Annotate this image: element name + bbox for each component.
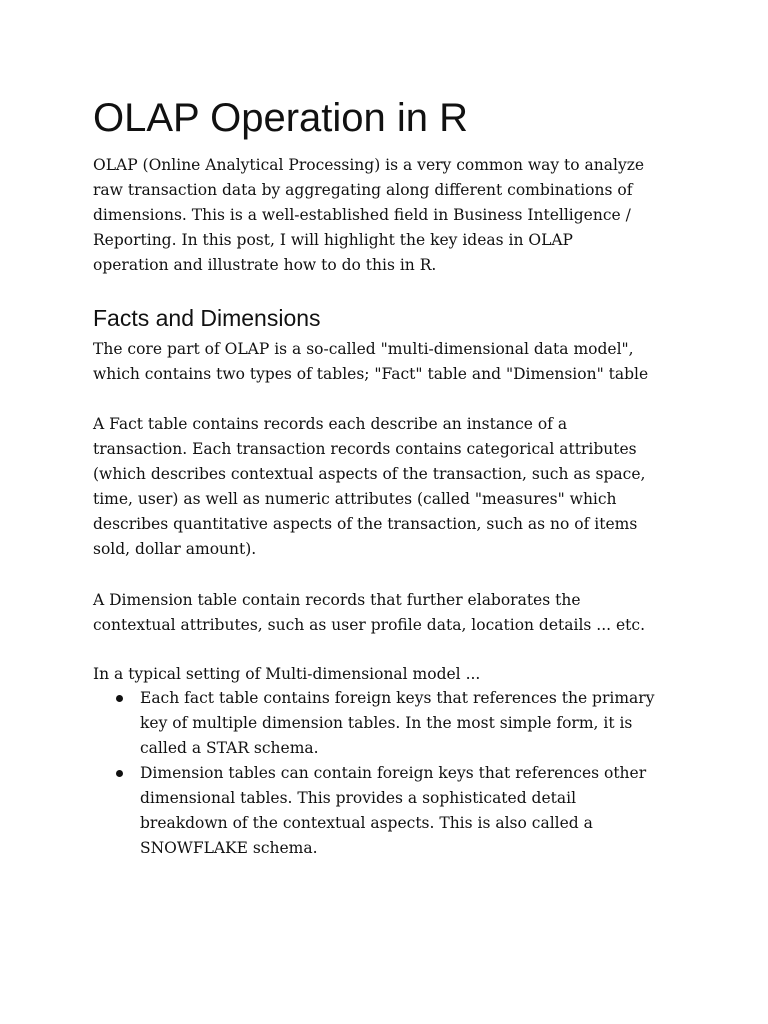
paragraph-line: sold, dollar amount). — [93, 540, 257, 558]
section-heading: Facts and Dimensions — [93, 305, 321, 331]
page-title: OLAP Operation in R — [93, 96, 469, 140]
paragraph-line: A Dimension table contain records that further elaborates the — [93, 591, 581, 609]
bullet-list — [93, 686, 654, 861]
list-item-line: breakdown of the contextual aspects. This is also called a — [140, 814, 593, 832]
paragraph-line: In a typical setting of Multi-dimensional model ... — [93, 665, 481, 683]
list-item — [93, 761, 654, 861]
intro-line: OLAP (Online Analytical Processing) is a very common way to analyze — [93, 156, 645, 174]
paragraph-line: transaction. Each transaction records contains categorical attributes — [93, 440, 637, 458]
list-item-line: Dimension tables can contain foreign keys that references other — [140, 764, 647, 782]
paragraph-line: (which describes contextual aspects of the transaction, such as space, — [93, 465, 646, 483]
paragraph-line: A Fact table contains records each describe an instance of a — [93, 415, 568, 433]
paragraph-fact-table — [93, 412, 645, 562]
list-item-line: key of multiple dimension tables. In the most simple form, it is — [140, 714, 633, 732]
intro-paragraph — [93, 153, 644, 278]
paragraph-line: The core part of OLAP is a so-called "multi-dimensional data model", — [93, 340, 634, 358]
list-item-line: dimensional tables. This provides a sophisticated detail — [140, 789, 577, 807]
bullet-icon — [116, 770, 123, 777]
paragraph-line: describes quantitative aspects of the transaction, such as no of items — [93, 515, 638, 533]
paragraph-line: time, user) as well as numeric attributes (called "measures" which — [93, 490, 617, 508]
intro-line: Reporting. In this post, I will highlight the key ideas in OLAP — [93, 231, 573, 249]
list-item — [93, 686, 654, 761]
intro-line: raw transaction data by aggregating along different combinations of — [93, 181, 633, 199]
list-item-line: Each fact table contains foreign keys that references the primary — [140, 689, 655, 707]
intro-line: dimensions. This is a well-established field in Business Intelligence / — [93, 206, 631, 224]
list-item-line: called a STAR schema. — [140, 739, 319, 757]
paragraph-typical-setting — [93, 662, 480, 687]
list-item-line: SNOWFLAKE schema. — [140, 839, 318, 857]
paragraph-line: which contains two types of tables; "Fact" table and "Dimension" table — [93, 365, 649, 383]
paragraph-model — [93, 337, 648, 387]
paragraph-line: contextual attributes, such as user profile data, location details ... etc. — [93, 616, 646, 634]
intro-line: operation and illustrate how to do this in R. — [93, 256, 437, 274]
paragraph-dimension-table — [93, 588, 645, 638]
bullet-icon — [116, 695, 123, 702]
